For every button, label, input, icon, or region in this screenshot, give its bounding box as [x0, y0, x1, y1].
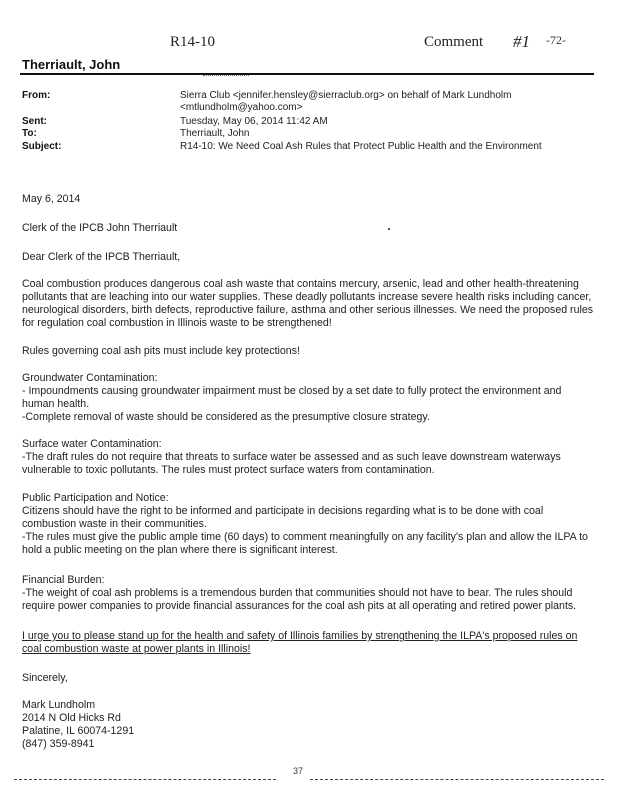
signer-phone: (847) 359-8941 — [22, 738, 95, 750]
letter-intro: Coal combustion produces dangerous coal ash waste that contains mercury, arsenic, lead and other health-threatening pollutants that are leaching into our water supplies. These deadly pollutants increase severe health risks including cancer, neurological disorders, birth defects, reproductive failure, asthma and other serious illnesses. We need the proposed rules for regulation coal combustion in Illinois waste to be strengthened! — [22, 278, 594, 329]
surface-heading: Surface water Contamination: — [22, 438, 162, 450]
public-point-1: Citizens should have the right to be informed and participate in decisions regarding what is to be done with coal combustion waste in their communities. — [22, 505, 544, 530]
financial-point-1: -The weight of coal ash problems is a tremendous burden that communities should not have to bear. The rules should require power companies to provide financial assurances for the coal ash pits at all operating and retired power plants. — [22, 587, 577, 612]
protections-intro: Rules governing coal ash pits must include key protections! — [22, 345, 300, 357]
header-rule — [20, 73, 594, 75]
financial-heading: Financial Burden: — [22, 574, 105, 586]
groundwater-point-1: - Impoundments causing groundwater impairment must be closed by a set date to fully protect the environment and human health. — [22, 385, 562, 410]
letter-salutation: Dear Clerk of the IPCB Therriault, — [22, 251, 181, 263]
sent-label: Sent: — [22, 116, 47, 127]
subject-label: Subject: — [22, 141, 62, 152]
scan-mark — [203, 75, 249, 76]
footer-page-number: 37 — [293, 766, 304, 776]
signer-street: 2014 N Old Hicks Rd — [22, 712, 121, 724]
public-point-2: -The rules must give the public ample time (60 days) to comment meaningfully on any facility's plan and allow the ILPA to hold a public meeting on the plan where there is significant interest. — [22, 531, 588, 556]
docket-number: R14-10 — [170, 34, 215, 50]
groundwater-heading: Groundwater Contamination: — [22, 372, 158, 384]
footer-rule-right — [310, 779, 604, 780]
surface-point-1: -The draft rules do not require that threats to surface water be assessed and as such leave downstream waterways vulnerable to toxic pollutants. The rules must protect surface waters from contamination. — [22, 451, 561, 476]
sender-name: Therriault, John — [22, 57, 121, 72]
to-value: Therriault, John — [180, 128, 250, 139]
letter-date: May 6, 2014 — [22, 193, 81, 205]
from-label: From: — [22, 90, 51, 101]
comment-label: Comment — [424, 34, 484, 50]
sent-value: Tuesday, May 06, 2014 11:42 AM — [180, 116, 328, 127]
subject-value: R14-10: We Need Coal Ash Rules that Protect Public Health and the Environment — [180, 141, 542, 152]
page-reference: -72- — [546, 33, 566, 47]
letter-signoff: Sincerely, — [22, 672, 68, 684]
closing-plea: I urge you to please stand up for the health and safety of Illinois families by strengthening the ILPA's proposed rules on coal combustion waste at power plants in Illinois! — [22, 630, 578, 655]
scan-speck — [388, 228, 390, 230]
groundwater-point-2: -Complete removal of waste should be considered as the presumptive closure strategy. — [22, 411, 430, 423]
signer-city: Palatine, IL 60074-1291 — [22, 725, 135, 737]
comment-number: #1 — [513, 32, 530, 51]
public-heading: Public Participation and Notice: — [22, 492, 169, 504]
to-label: To: — [22, 128, 37, 139]
letter-addressee: Clerk of the IPCB John Therriault — [22, 222, 178, 234]
signer-name: Mark Lundholm — [22, 699, 96, 711]
footer-rule-left — [14, 779, 276, 780]
from-value: Sierra Club <jennifer.hensley@sierraclub.org> on behalf of Mark Lundholm <mtlundholm@yahoo.com> — [180, 90, 512, 113]
